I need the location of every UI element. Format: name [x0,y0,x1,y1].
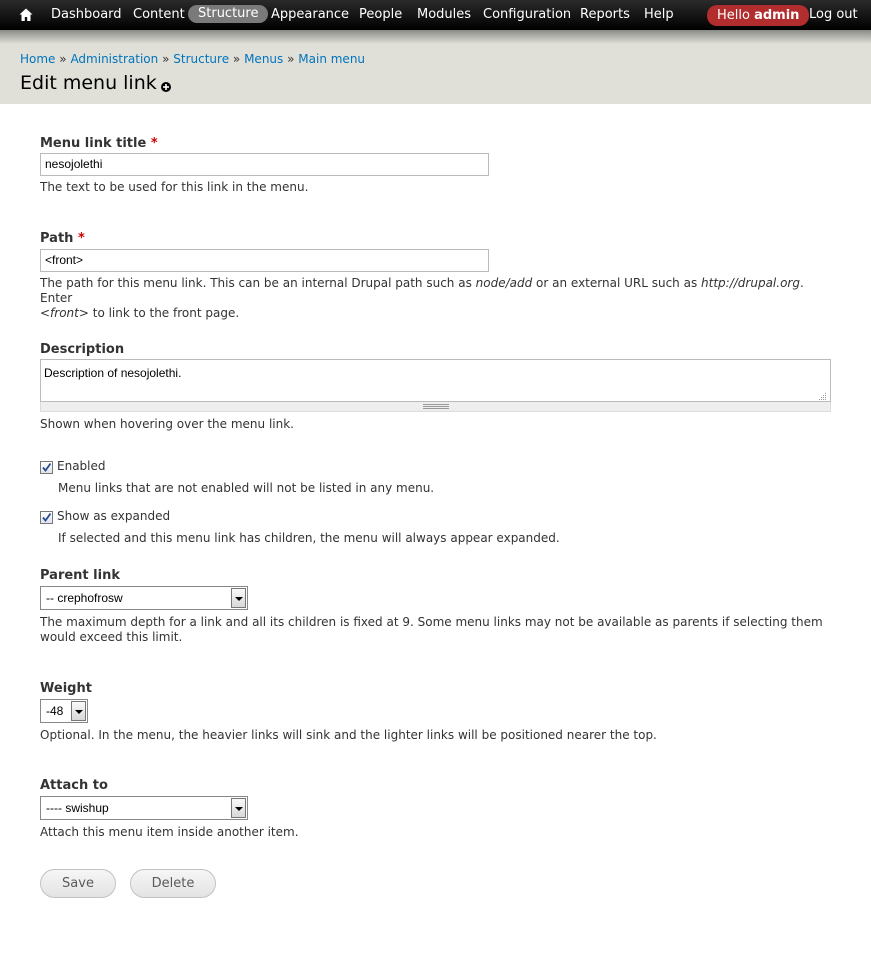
path-label-text: Path [40,231,74,246]
parent-link-label: Parent link [40,568,120,583]
greeting-prefix: Hello [717,8,750,23]
toolbar-item-dashboard[interactable]: Dashboard [51,7,122,22]
toolbar-item-configuration[interactable]: Configuration [483,7,572,22]
path-desc-text: to link to the front page. [88,306,240,320]
expanded-description: If selected and this menu link has children, the menu will always appear expanded. [58,531,560,545]
expanded-label[interactable]: Show as expanded [57,509,171,523]
user-greeting[interactable] [707,5,809,26]
enabled-description: Menu links that are not enabled will not be listed in any menu. [58,481,435,495]
required-marker: * [150,136,158,151]
enabled-label[interactable]: Enabled [57,459,106,473]
breadcrumb-structure[interactable]: Structure [173,52,230,66]
chevron-down-icon[interactable] [231,588,246,608]
enabled-checkbox[interactable] [40,461,53,474]
page-title: Edit menu link [20,72,157,94]
path-description [40,276,830,321]
path-desc-example: http://drupal.org [701,276,800,290]
breadcrumb-administration[interactable]: Administration [70,52,159,66]
path-desc-text: or an external URL such as [532,276,702,290]
description-help: Shown when hovering over the menu link. [40,417,294,431]
path-label [40,231,85,246]
weight-select[interactable] [40,699,88,723]
toolbar-item-help[interactable]: Help [644,7,674,22]
parent-link-description: The maximum depth for a link and all its children is fixed at 9. Some menu links may not be available as parents if selecting them would exceed this limit. [40,615,823,644]
breadcrumb-main-menu[interactable]: Main menu [298,52,366,66]
toolbar-item-reports[interactable]: Reports [580,7,630,22]
weight-label: Weight [40,681,92,696]
page-header [0,44,871,104]
logout-link[interactable]: Log out [809,7,858,22]
home-icon[interactable] [18,7,34,23]
toolbar-shadow [0,30,871,44]
resize-handle-icon[interactable] [818,390,827,399]
path-desc-example: <front> [40,306,89,320]
title-label [40,136,158,151]
toolbar-item-modules[interactable]: Modules [417,7,472,22]
greeting-username: admin [754,8,800,23]
path-desc-text: . Enter [40,276,804,305]
weight-value: -48 [46,704,64,718]
attach-to-select[interactable] [40,796,248,820]
toolbar-item-appearance[interactable]: Appearance [271,7,350,22]
attach-to-value: ---- swishup [46,801,109,815]
add-shortcut-icon[interactable] [161,81,171,91]
breadcrumb-separator: » [232,52,241,66]
breadcrumb-separator: » [59,52,67,66]
chevron-down-icon[interactable] [231,798,246,818]
admin-toolbar [0,0,871,30]
path-desc-example: node/add [475,276,533,290]
toolbar-item-structure[interactable]: Structure [188,5,268,23]
chevron-down-icon[interactable] [71,701,86,721]
description-textarea[interactable]: Description of nesojolethi. [40,359,831,402]
breadcrumb-home[interactable]: Home [20,52,56,66]
title-label-text: Menu link title [40,136,147,151]
attach-to-description: Attach this menu item inside another item. [40,825,299,839]
weight-description: Optional. In the menu, the heavier links will sink and the lighter links will be positioned nearer the top. [40,728,657,742]
path-desc-text: The path for this menu link. This can be an internal Drupal path such as [40,276,476,290]
toolbar-item-content[interactable]: Content [133,7,185,22]
textarea-grippie[interactable] [40,402,831,412]
parent-link-value: -- crephofrosw [46,591,123,605]
save-button[interactable]: Save [40,869,116,898]
breadcrumb-separator: » [287,52,295,66]
menu-link-title-input[interactable]: nesojolethi [40,153,489,176]
breadcrumb [20,52,365,66]
breadcrumb-menus[interactable]: Menus [244,52,284,66]
description-label: Description [40,342,125,357]
delete-button[interactable]: Delete [130,869,216,898]
grippie-lines-icon [423,404,449,409]
parent-link-select[interactable] [40,586,248,610]
breadcrumb-separator: » [162,52,170,66]
required-marker: * [77,231,85,246]
attach-to-label: Attach to [40,778,108,793]
path-input[interactable]: <front> [40,249,489,272]
title-description: The text to be used for this link in the menu. [40,180,309,194]
toolbar-item-people[interactable]: People [359,7,403,22]
expanded-checkbox[interactable] [40,511,53,524]
